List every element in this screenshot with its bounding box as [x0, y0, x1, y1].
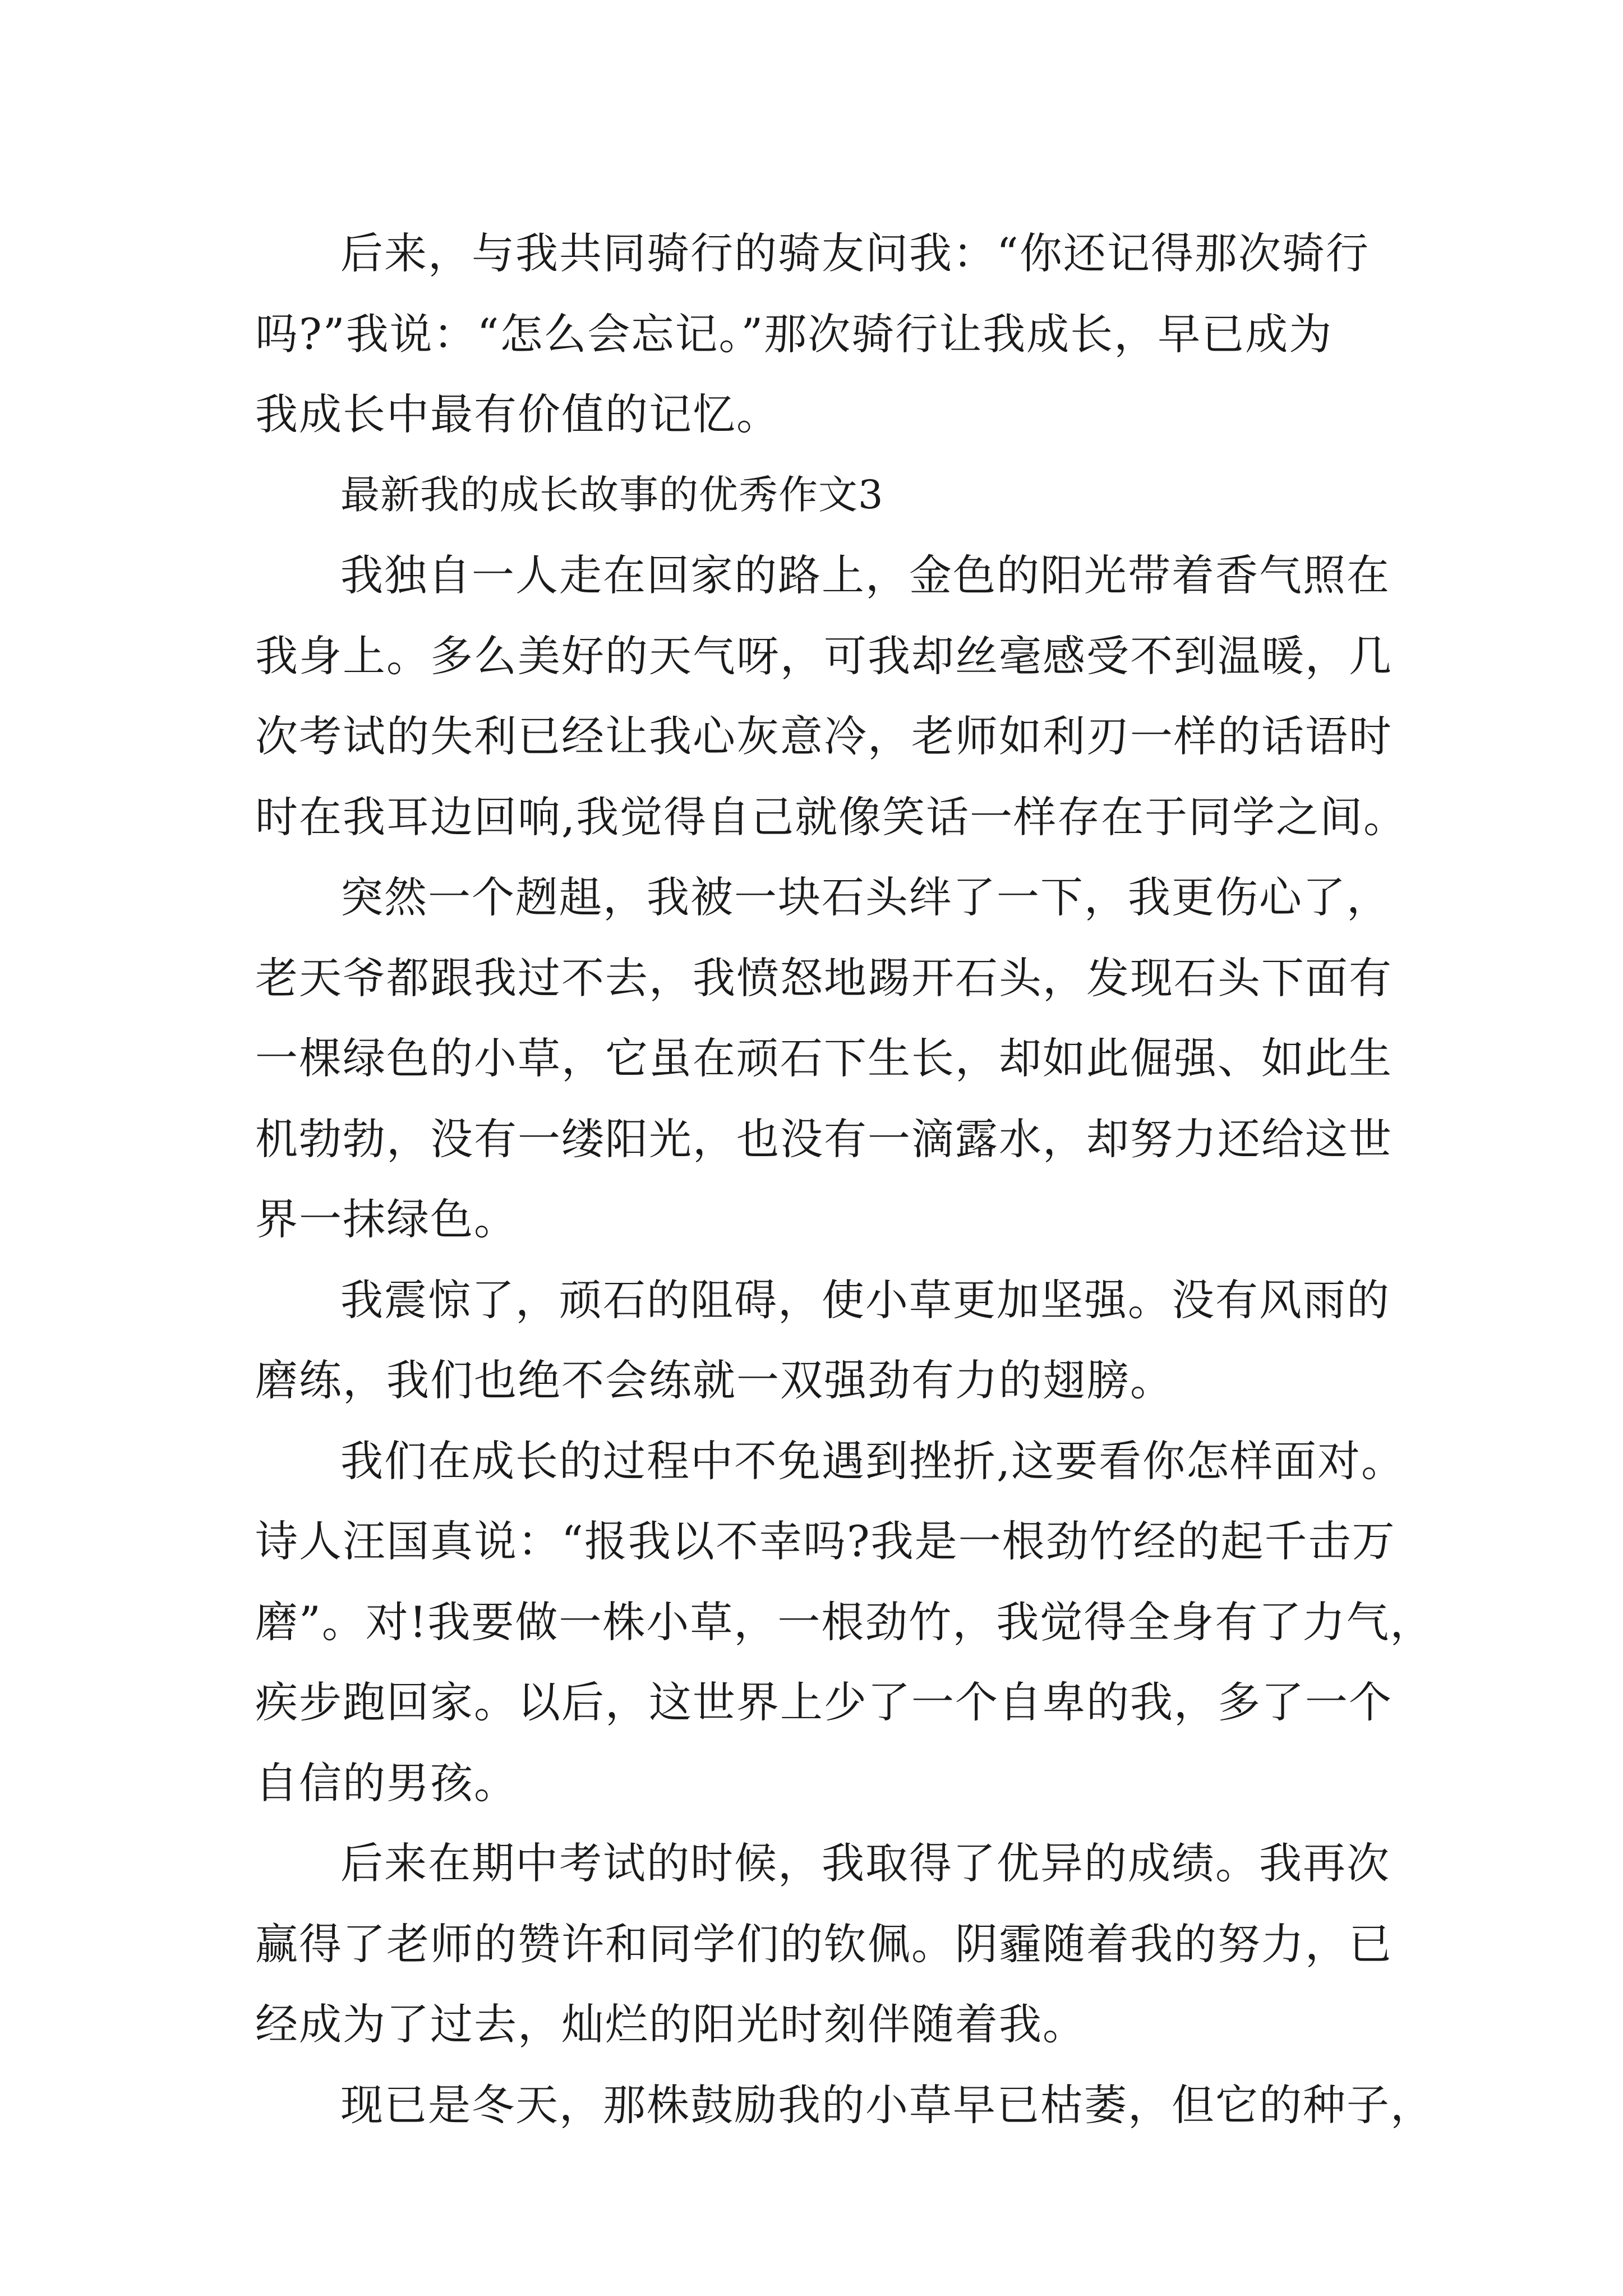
paragraph-line: 我独自一人走在回家的路上，金色的阳光带着香气照在: [340, 550, 1390, 600]
paragraph-line: 自信的男孩。: [255, 1757, 518, 1808]
paragraph-line: 我震惊了，顽石的阻碍，使小草更加坚强。没有风雨的: [340, 1274, 1390, 1325]
paragraph-line: 吗?”我说：“怎么会忘记。”那次骑行让我成长，早已成为: [255, 309, 1333, 359]
paragraph-line: 疾步跑回家。以后，这世界上少了一个自卑的我，多了一个: [255, 1677, 1393, 1727]
essay-text: [255, 213, 1434, 2145]
paragraph-line: 磨”。对!我要做一株小草，一根劲竹，我觉得全身有了力气，: [255, 1596, 1434, 1647]
section-heading: 最新我的成长故事的优秀作文3: [340, 471, 884, 518]
paragraph-line: 我们在成长的过程中不免遇到挫折,这要看你怎样面对。: [340, 1435, 1405, 1486]
paragraph-line: 次考试的失利已经让我心灰意冷，老师如利刃一样的话语时: [255, 711, 1393, 761]
paragraph-line: 现已是冬天，那株鼓励我的小草早已枯萎，但它的种子，: [340, 2079, 1434, 2130]
paragraph-line: 经成为了过去，灿烂的阳光时刻伴随着我。: [255, 1999, 1086, 2049]
paragraph-line: 赢得了老师的赞许和同学们的钦佩。阴霾随着我的努力，已: [255, 1918, 1393, 1969]
paragraph-line: 后来，与我共同骑行的骑友问我：“你还记得那次骑行: [340, 228, 1370, 278]
paragraph-line: 界一抹绿色。: [255, 1194, 518, 1244]
paragraph-line: 机勃勃，没有一缕阳光，也没有一滴露水，却努力还给这世: [255, 1114, 1393, 1164]
paragraph-line: 时在我耳边回响,我觉得自己就像笑话一样存在于同学之间。: [255, 792, 1408, 842]
paragraph-line: 老天爷都跟我过不去，我愤怒地踢开石头，发现石头下面有: [255, 953, 1393, 1003]
paragraph-line: 一棵绿色的小草，它虽在顽石下生长，却如此倔强、如此生: [255, 1033, 1393, 1083]
paragraph-line: 后来在期中考试的时候，我取得了优异的成绩。我再次: [340, 1838, 1390, 1888]
paragraph-line: 诗人汪国真说：“报我以不幸吗?我是一根劲竹经的起千击万: [255, 1516, 1396, 1566]
paragraph-line: 磨练，我们也绝不会练就一双强劲有力的翅膀。: [255, 1355, 1174, 1405]
paragraph-line: 我成长中最有价值的记忆。: [255, 389, 780, 439]
paragraph-line: 突然一个趔趄，我被一块石头绊了一下，我更伤心了，: [340, 872, 1390, 922]
paragraph-line: 我身上。多么美好的天气呀，可我却丝毫感受不到温暖，几: [255, 631, 1393, 681]
